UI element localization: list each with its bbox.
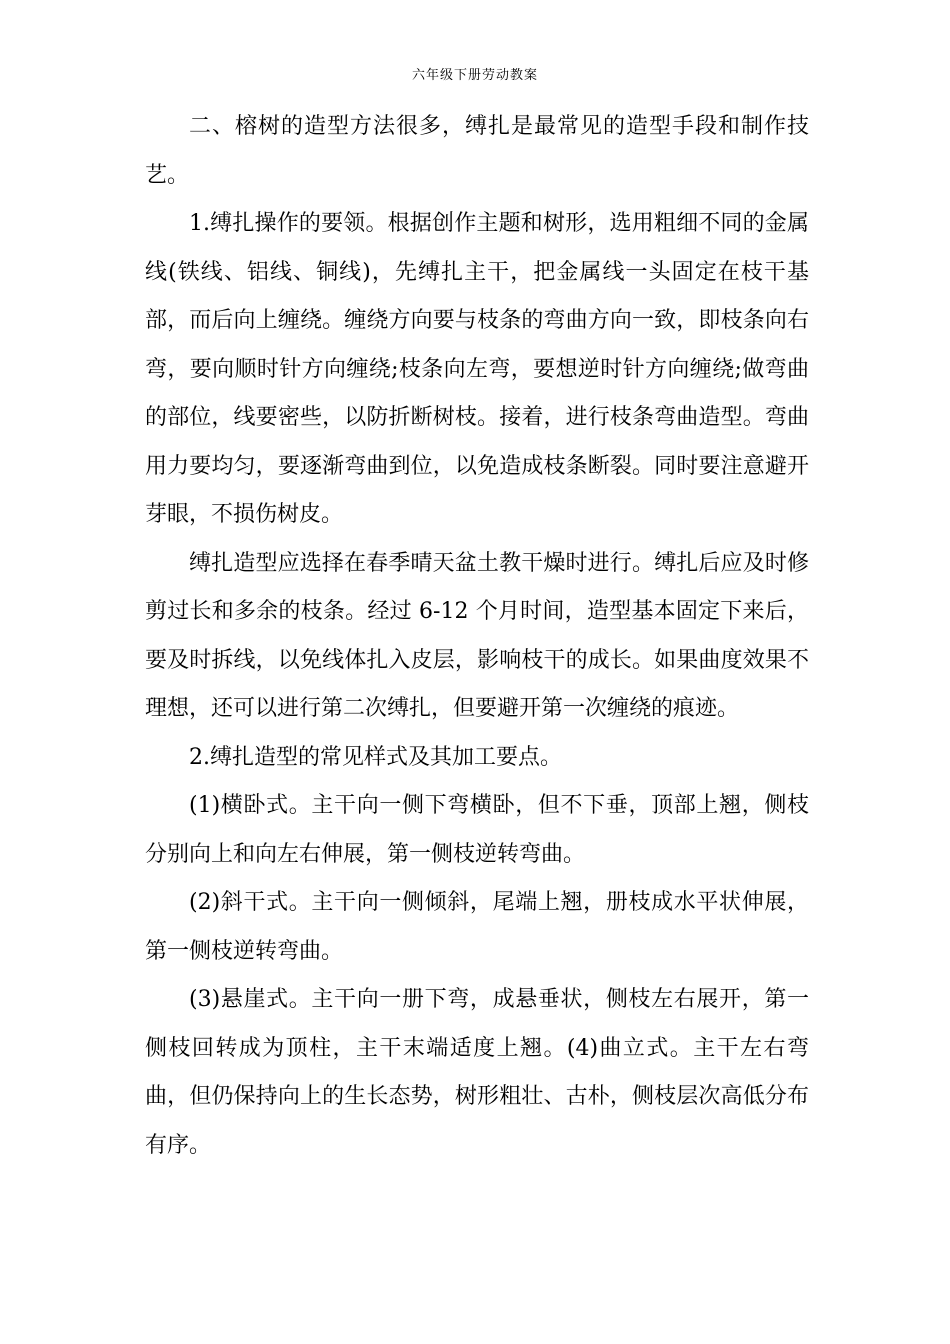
paragraph-section-two-intro: 二、榕树的造型方法很多，缚扎是最常见的造型手段和制作技艺。 (145, 114, 809, 188)
paragraph-style-cascade-and-curved: (3)悬崖式。主干向一册下弯，成悬垂状，侧枝左右展开，第一侧枝回转成为顶柱，主干末端适度上翘。(4)曲立式。主干左右弯曲，但仍保持向上的生长态势，树形粗壮、古朴，侧枝层次高低分布有序。 (145, 987, 809, 1158)
paragraph-style-horizontal: (1)横卧式。主干向一侧下弯横卧，但不下垂，顶部上翘，侧枝分别向上和向左右伸展，第一侧枝逆转弯曲。 (145, 793, 809, 867)
paragraph-binding-essentials: 1.缚扎操作的要领。根据创作主题和树形，选用粗细不同的金属线(铁线、铝线、铜线)，先缚扎主干，把金属线一头固定在枝干基部，而后向上缠绕。缠绕方向要与枝条的弯曲方向一致，即枝条向右弯，要向顺时针方向缠绕;枝条向左弯，要想逆时针方向缠绕;做弯曲的部位，线要密些，以防折断树枝。接着，进行枝条弯曲造型。弯曲用力要均匀，要逐渐弯曲到位，以免造成枝条断裂。同时要注意避开芽眼，不损伤树皮。 (145, 211, 809, 527)
running-header: 六年级下册劳动教案 (411, 68, 538, 83)
body-text (145, 103, 809, 1170)
paragraph-style-slanting: (2)斜干式。主干向一侧倾斜，尾端上翘，册枝成水平状伸展，第一侧枝逆转弯曲。 (145, 890, 809, 964)
paragraph-binding-timing: 缚扎造型应选择在春季晴天盆土教干燥时进行。缚扎后应及时修剪过长和多余的枝条。经过 6-12 个月时间，造型基本固定下来后，要及时拆线，以免线体扎入皮层，影响枝干的成长。如果曲度效果不理想，还可以进行第二次缚扎，但要避开第一次缠绕的痕迹。 (145, 550, 809, 721)
paragraph-common-styles-heading: 2.缚扎造型的常见样式及其加工要点。 (189, 744, 562, 770)
